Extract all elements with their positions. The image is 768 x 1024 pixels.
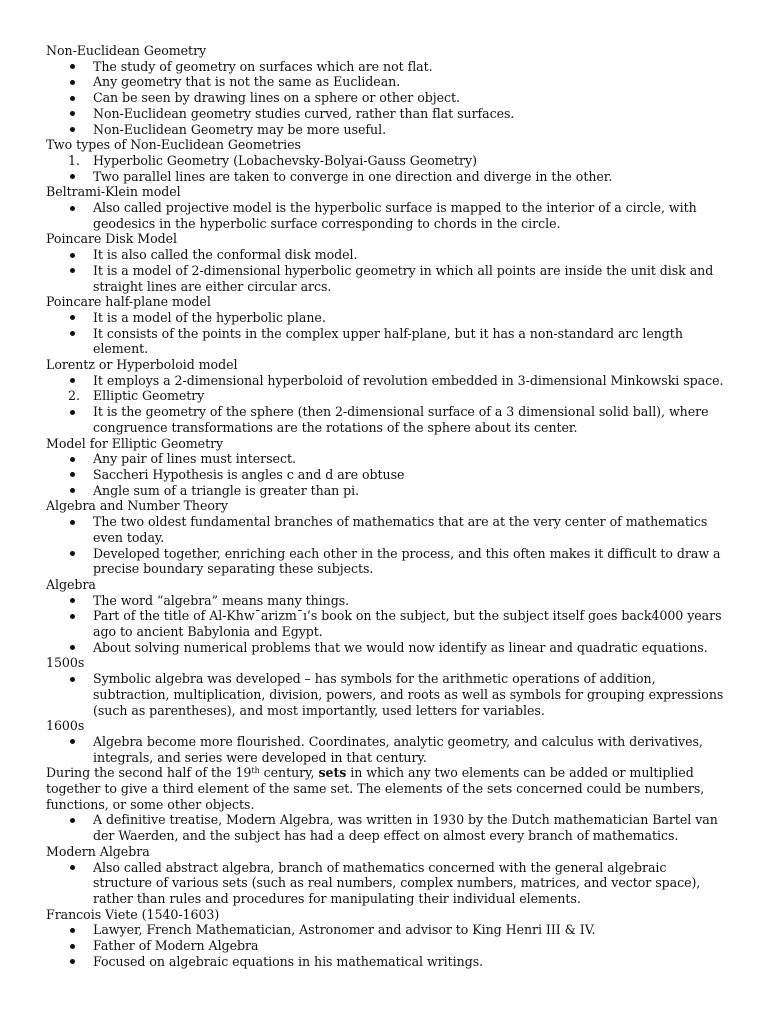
bullet-icon: [70, 865, 75, 870]
bullet-icon: [70, 268, 75, 273]
list-item: [46, 922, 726, 938]
list-item: [46, 546, 726, 577]
bullet-icon: [70, 488, 75, 493]
list-item-text: Saccheri Hypothesis is angles c and d are obtuse: [93, 466, 405, 482]
list-item-text: Non-Euclidean Geometry may be more useful.: [93, 121, 387, 137]
list-item: [46, 263, 726, 294]
bullet-list: [46, 200, 726, 231]
list-item: [46, 451, 726, 467]
list-item-text: A definitive treatise, Modern Algebra, was written in 1930 by the Dutch mathematician Bartel van der Waerden, and the subject has had a deep effect on almost every branch of mathematics.: [93, 812, 718, 844]
bullet-icon: [70, 410, 75, 415]
list-item: [46, 169, 726, 185]
bullet-icon: [70, 818, 75, 823]
bullet-icon: [70, 253, 75, 258]
bullet-icon: [70, 551, 75, 556]
bullet-icon: [70, 472, 75, 477]
section-heading: Poincare half-plane model: [46, 294, 211, 310]
list-item-text: Hyperbolic Geometry (Lobachevsky-Bolyai-Gauss Geometry): [93, 152, 477, 168]
bullet-icon: [70, 111, 75, 116]
bullet-icon: [70, 520, 75, 525]
bullet-list: [46, 310, 726, 357]
bullet-icon: [70, 315, 75, 320]
list-item: [46, 812, 726, 843]
list-item-text: Also called abstract algebra, branch of mathematics concerned with the general algebraic structure of various sets (such as real numbers, complex numbers, matrices, and vector space), rather than rules and procedures for manipulating their individual elements.: [93, 859, 701, 906]
list-item: [46, 514, 726, 545]
list-item: [46, 247, 726, 263]
list-item: [46, 404, 726, 435]
list-item-text: Algebra become more flourished. Coordinates, analytic geometry, and calculus with derivatives, integrals, and series were developed in that century.: [93, 733, 703, 765]
list-number: 1.: [68, 152, 80, 168]
list-item-text: Non-Euclidean geometry studies curved, rather than flat surfaces.: [93, 105, 515, 121]
list-item-text: The two oldest fundamental branches of mathematics that are at the very center of mathematics even today.: [93, 514, 708, 545]
list-item: [46, 938, 726, 954]
bullet-icon: [70, 598, 75, 603]
section-heading: Algebra and Number Theory: [46, 498, 228, 514]
list-item: [46, 373, 726, 389]
list-item-text: It consists of the points in the complex upper half-plane, but it has a non-standard arc length element.: [93, 325, 683, 357]
bullet-icon: [70, 378, 75, 383]
list-item-text: Also called projective model is the hyperbolic surface is mapped to the interior of a circle, with geodesics in the hyperbolic surface corresponding to chords in the circle.: [93, 200, 697, 231]
section-heading: Francois Viete (1540-1603): [46, 906, 220, 922]
list-item-text: Can be seen by drawing lines on a sphere or other object.: [93, 90, 460, 106]
bullet-icon: [70, 127, 75, 132]
section-heading: Non-Euclidean Geometry: [46, 43, 207, 58]
bullet-list: [46, 59, 726, 138]
bullet-icon: [70, 96, 75, 101]
bullet-icon: [70, 614, 75, 619]
list-item-text: Any geometry that is not the same as Euclidean.: [93, 74, 401, 90]
list-item-text: The word “algebra” means many things.: [93, 592, 350, 608]
bullet-icon: [70, 174, 75, 179]
list-item: [46, 593, 726, 609]
list-item: [46, 467, 726, 483]
section-heading: Algebra: [46, 576, 96, 592]
section-heading: Beltrami-Klein model: [46, 184, 181, 200]
section-heading: Poincare Disk Model: [46, 231, 178, 247]
list-item-text: It is a model of the hyperbolic plane.: [93, 309, 326, 325]
list-item: [46, 860, 726, 907]
list-item: [46, 90, 726, 106]
list-item-text: Any pair of lines must intersect.: [93, 451, 296, 467]
list-item-text: Focused on algebraic equations in his mathematical writings.: [93, 953, 484, 969]
list-item-text: Part of the title of Al-Khw¯arizm¯ı’s book on the subject, but the subject itself goes back4000 years ago to ancient Babylonia and Egypt.: [93, 608, 722, 640]
section-heading: Lorentz or Hyperboloid model: [46, 357, 238, 373]
list-item: [46, 640, 726, 656]
document-body: [46, 43, 726, 969]
bullet-icon: [70, 645, 75, 650]
list-number: 2.: [68, 388, 80, 404]
list-item-text: Symbolic algebra was developed – has symbols for the arithmetic operations of addition, subtraction, multiplication, division, powers, and roots as well as symbols for grouping expressions (such as parentheses), and most importantly, used letters for variables.: [93, 671, 724, 718]
list-item-text: Angle sum of a triangle is greater than pi.: [93, 482, 360, 498]
bullet-icon: [70, 64, 75, 69]
list-item: [46, 122, 726, 138]
list-item: [46, 59, 726, 75]
list-item-text: Developed together, enriching each other in the process, and this often makes it difficult to draw a precise boundary separating these subjects.: [93, 545, 721, 577]
list-item-text: Elliptic Geometry: [93, 388, 205, 404]
bullet-icon: [70, 959, 75, 964]
section-heading: 1500s: [46, 655, 85, 671]
paragraph-text: During the second half of the 19: [46, 765, 252, 781]
list-item-text: Father of Modern Algebra: [93, 938, 259, 954]
bullet-icon: [70, 80, 75, 85]
section-heading: 1600s: [46, 718, 85, 734]
bullet-list: [46, 671, 726, 718]
list-item: [46, 106, 726, 122]
bullet-list: [46, 812, 726, 843]
list-item-text: Two parallel lines are taken to converge in one direction and diverge in the other.: [93, 168, 613, 184]
list-item-text: It employs a 2-dimensional hyperboloid of revolution embedded in 3-dimensional Minkowski space.: [93, 372, 724, 388]
list-item: [46, 734, 726, 765]
bullet-icon: [70, 677, 75, 682]
section-heading: Model for Elliptic Geometry: [46, 435, 224, 451]
list-item: [46, 671, 726, 718]
bullet-list: [46, 593, 726, 656]
list-item-text: Lawyer, French Mathematician, Astronomer and advisor to King Henri III & IV.: [93, 922, 596, 938]
ordinal-superscript: th: [251, 766, 260, 776]
bullet-icon: [70, 944, 75, 949]
bullet-list: [46, 860, 726, 907]
list-item-text: About solving numerical problems that we would now identify as linear and quadratic equations.: [93, 639, 708, 655]
list-item-text: The study of geometry on surfaces which are not flat.: [93, 58, 433, 74]
list-item: [46, 310, 726, 326]
bullet-icon: [70, 457, 75, 462]
list-item: [46, 483, 726, 499]
list-item: [46, 954, 726, 970]
list-item: [46, 326, 726, 357]
bullet-icon: [70, 739, 75, 744]
bullet-list: [46, 153, 726, 184]
bold-term: sets: [318, 765, 347, 781]
bullet-list: [46, 922, 726, 969]
section-heading: Modern Algebra: [46, 843, 150, 859]
bullet-icon: [70, 331, 75, 336]
list-item-text: It is a model of 2-dimensional hyperbolic geometry in which all points are inside the unit disk and straight lines are either circular arcs.: [93, 262, 714, 294]
list-item-text: It is also called the conformal disk model.: [93, 247, 358, 263]
numbered-item: [46, 153, 726, 169]
bullet-list: [46, 734, 726, 765]
paragraph-text: in which any two elements can be added or multiplied together to give a third element of the same set. The elements of the sets concerned could be numbers, functions, or some other objects.: [46, 765, 705, 812]
list-item: [46, 200, 726, 231]
bullet-icon: [70, 206, 75, 211]
bullet-list: [46, 514, 726, 577]
bullet-list: [46, 247, 726, 294]
list-item: [46, 608, 726, 639]
bullet-icon: [70, 928, 75, 933]
list-item: [46, 74, 726, 90]
paragraph-text: century,: [259, 765, 319, 781]
section-heading: Two types of Non-Euclidean Geometries: [46, 137, 301, 153]
body-paragraph: [46, 765, 726, 812]
numbered-item: [46, 388, 726, 404]
bullet-list: [46, 373, 726, 436]
list-item-text: It is the geometry of the sphere (then 2-dimensional surface of a 3 dimensional solid ball), where congruence transformations are the rotations of the sphere about its center.: [93, 404, 709, 435]
bullet-list: [46, 451, 726, 498]
